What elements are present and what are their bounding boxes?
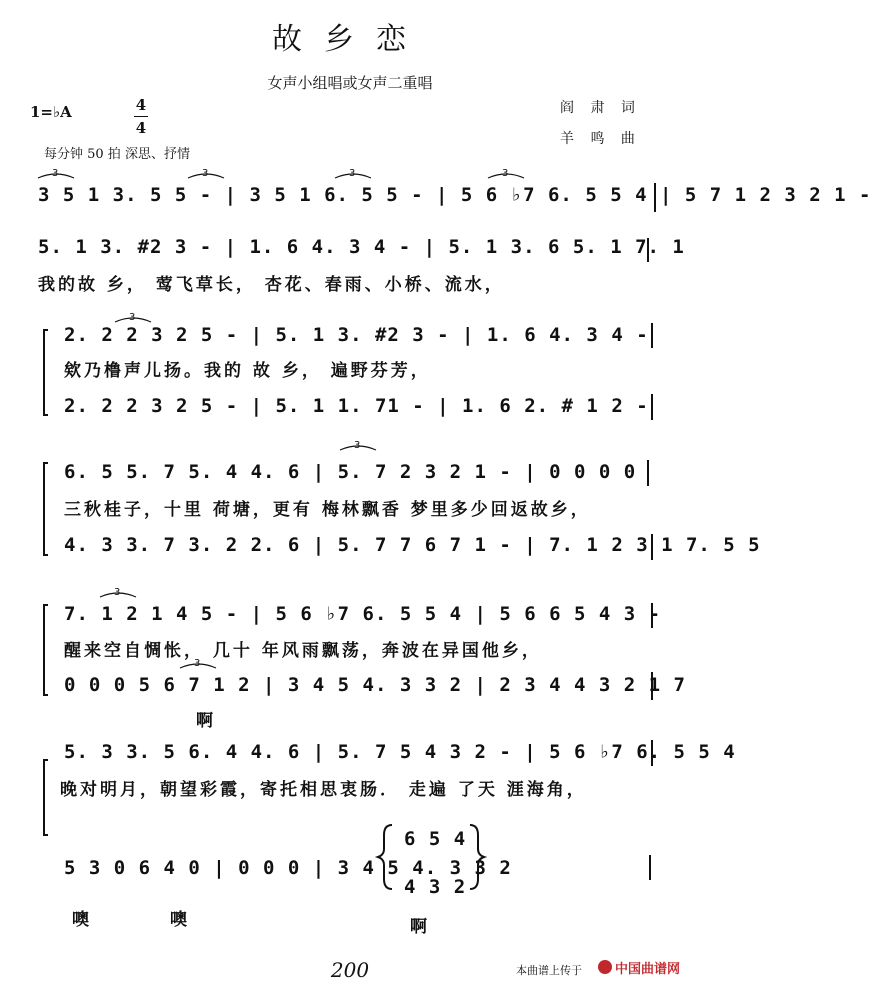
notation-line-4: 2. 2 2 3 2 5 - | 5. 1 1. 71 - | 1. 6 2. # 1 2 - bbox=[64, 395, 649, 417]
notation-line-2: 5. 1 3. #2 3 - | 1. 6 4. 3 4 - | 5. 1 3. 6 5. 1 7. 1 bbox=[38, 236, 685, 258]
lyric-line-10b: 噢 bbox=[170, 910, 190, 930]
notation-line-6: 4. 3 3. 7 3. 2 2. 6 | 5. 7 7 6 7 1 - | 7. 1 2 3 1 7. 5 5 bbox=[64, 534, 761, 556]
svg-text:3: 3 bbox=[354, 440, 361, 451]
notation-line-3: 2. 2 2 3 2 5 - | 5. 1 3. #2 3 - | 1. 6 4. 3 4 - bbox=[64, 324, 649, 346]
lyric-line-2: 我的故 乡， 莺飞草长， 杏花、春雨、小桥、流水， bbox=[38, 275, 505, 295]
svg-text:3: 3 bbox=[52, 168, 59, 179]
notation-line-10: 5 3 0 6 4 0 | 0 0 0 | 3 4 5 4. 3 3 2 bbox=[64, 857, 512, 879]
composer-credit: 羊 鸣 曲 bbox=[560, 131, 641, 147]
performance-note: 女声小组唱或女声二重唱 bbox=[267, 74, 433, 92]
key-signature: 1=♭A bbox=[30, 103, 72, 121]
lyric-line-9: 晚对明月，朝望彩霞，寄托相思衷肠． 走遍 了天 涯海角， bbox=[60, 780, 587, 800]
svg-text:3: 3 bbox=[114, 587, 121, 598]
notation-line-8: 0 0 0 5 6 7 1 2 | 3 4 5 4. 3 3 2 | 2 3 4 4 3 2 1 7 bbox=[64, 674, 686, 696]
song-title: 故乡恋 bbox=[272, 22, 428, 57]
svg-text:3: 3 bbox=[202, 168, 209, 179]
lyric-line-5: 三秋桂子，十里 荷塘，更有 梅林飘香 梦里多少回返故乡， bbox=[64, 500, 591, 520]
time-numerator: 4 bbox=[135, 96, 147, 114]
lyric-line-8: 啊 bbox=[196, 711, 216, 731]
tempo-marking: 每分钟 50 拍 深思、抒情 bbox=[44, 147, 190, 162]
lyric-line-7: 醒来空自惆怅， 几十 年风雨飘荡，奔波在异国他乡， bbox=[64, 641, 542, 661]
site-logo-icon bbox=[598, 960, 612, 974]
chord-lower: 4 3 2 bbox=[404, 876, 467, 898]
notation-line-5: 6. 5 5. 7 5. 4 4. 6 | 5. 7 2 3 2 1 - | 0 0 0 0 bbox=[64, 461, 637, 483]
notation-line-9: 5. 3 3. 5 6. 4 4. 6 | 5. 7 5 4 3 2 - | 5 6 ♭7 6. 5 5 4 bbox=[64, 741, 736, 763]
upload-note: 本曲谱上传于 bbox=[516, 964, 582, 977]
site-name[interactable]: 中国曲谱网 bbox=[615, 962, 681, 977]
lyric-line-3: 欸乃橹声儿扬。我的 故 乡， 遍野芬芳， bbox=[64, 361, 431, 381]
lyricist-credit: 阎 肃 词 bbox=[560, 100, 641, 116]
notation-line-7: 7. 1 2 1 4 5 - | 5 6 ♭7 6. 5 5 4 | 5 6 6 5 4 3 - bbox=[64, 603, 662, 625]
svg-text:3: 3 bbox=[194, 658, 201, 669]
time-denominator: 4 bbox=[135, 119, 147, 137]
svg-text:3: 3 bbox=[129, 312, 136, 323]
notation-line-1: 3 5 1 3. 5 5 - | 3 5 1 6. 5 5 - | 5 6 ♭7 6. 5 5 4 | 5 7 1 2 3 2 1 - bbox=[38, 184, 871, 206]
svg-text:3: 3 bbox=[349, 168, 356, 179]
lyric-line-10a: 噢 bbox=[72, 910, 92, 930]
lyric-line-10c: 啊 bbox=[410, 917, 430, 937]
svg-text:3: 3 bbox=[502, 168, 509, 179]
chord-upper: 6 5 4 bbox=[404, 828, 467, 850]
page-number: 200 bbox=[330, 958, 370, 982]
